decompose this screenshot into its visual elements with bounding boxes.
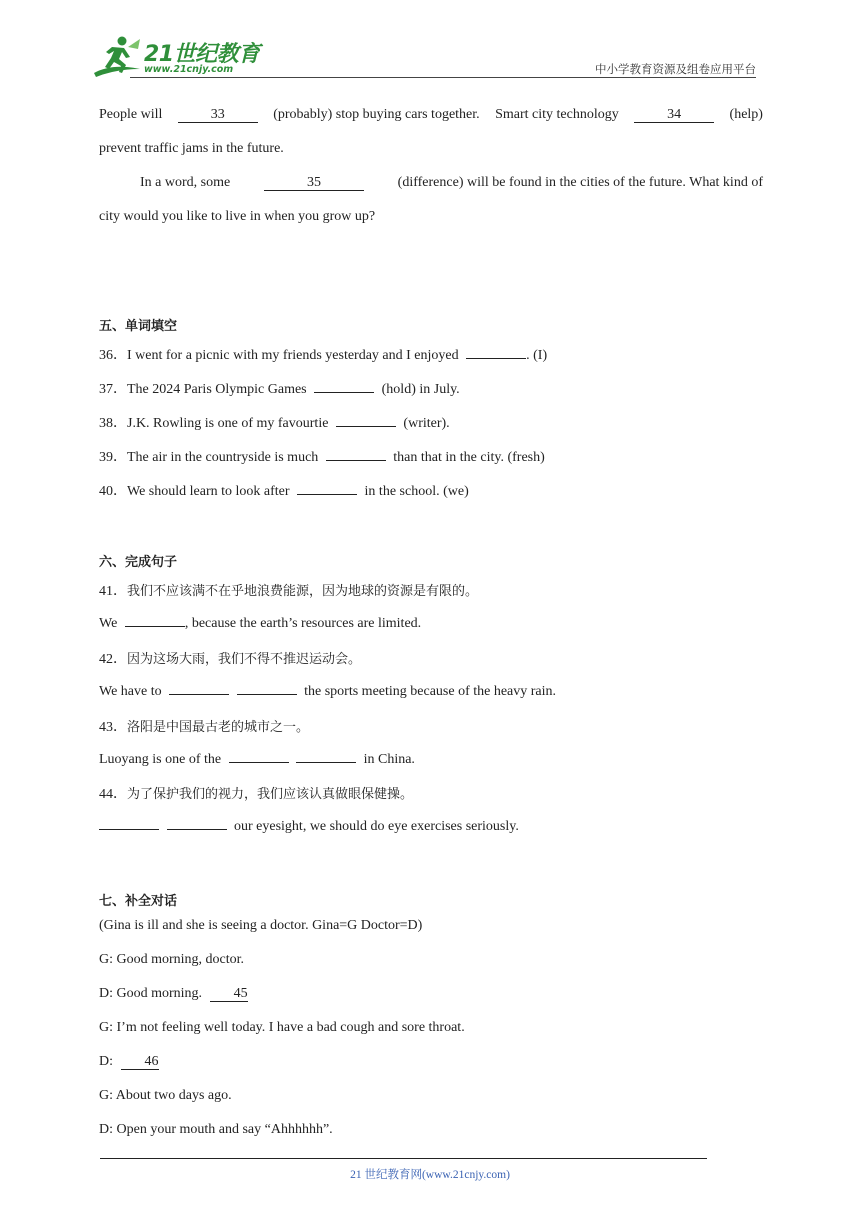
question-number: 43．: [99, 720, 127, 735]
question-text: I went for a picnic with my friends yesterday and I enjoyed: [127, 348, 459, 363]
footer-link[interactable]: 21 世纪教育网(www.21cnjy.com): [350, 1169, 510, 1181]
sentence-text: in China.: [363, 752, 415, 767]
answer-blank[interactable]: [169, 682, 229, 695]
logo-url: www.21cnjy.com: [144, 64, 234, 75]
blank-46[interactable]: 46: [121, 1054, 159, 1070]
question-text: J.K. Rowling is one of my favourtie: [127, 416, 329, 431]
chinese-prompt: 为了保护我们的视力，我们应该认真做眼保健操。: [127, 787, 414, 802]
question-number: 40．: [99, 484, 127, 499]
answer-blank[interactable]: [296, 750, 356, 763]
passage-text: People will: [99, 107, 163, 122]
question-37: [99, 378, 460, 398]
passage-line-3: [140, 175, 763, 191]
question-hint: (hold) in July.: [381, 382, 460, 397]
sentence-text: We: [99, 616, 118, 631]
dialogue-line: G: Good morning, doctor.: [99, 952, 245, 967]
dialogue-text: D:: [99, 1054, 113, 1069]
dialogue-intro: (Gina is ill and she is seeing a doctor. Gina=G Doctor=D): [99, 918, 423, 933]
question-hint: . (I): [526, 348, 548, 363]
question-40: [99, 480, 469, 500]
question-41-cn: [99, 580, 478, 600]
sentence-text: Luoyang is one of the: [99, 752, 222, 767]
question-number: 42．: [99, 652, 127, 667]
passage-text: (difference) will be found in the cities of the future. What kind of: [397, 175, 763, 190]
dialogue-line: D: Open your mouth and say “Ahhhhhh”.: [99, 1122, 333, 1137]
question-hint: (writer).: [403, 416, 450, 431]
chinese-prompt: 我们不应该满不在乎地浪费能源，因为地球的资源是有限的。: [127, 584, 479, 599]
question-number: 36．: [99, 348, 127, 363]
question-hint: than that in the city. (fresh): [393, 450, 545, 465]
section-title-6: 六、完成句子: [99, 555, 178, 570]
answer-blank[interactable]: [167, 817, 227, 830]
question-42-en: [99, 682, 556, 700]
answer-blank[interactable]: [336, 414, 396, 427]
question-text: The 2024 Paris Olympic Games: [127, 382, 307, 397]
dialogue-text: D: Good morning.: [99, 986, 203, 1001]
sentence-text: , because the earth’s resources are limited.: [184, 616, 422, 631]
question-number: 41．: [99, 584, 127, 599]
question-36: [99, 344, 547, 364]
question-text: We should learn to look after: [127, 484, 290, 499]
answer-blank[interactable]: [125, 614, 185, 627]
passage-line-2: prevent traffic jams in the future.: [99, 141, 284, 156]
question-number: 38．: [99, 416, 127, 431]
dialogue-line: [99, 1054, 159, 1070]
question-number: 39．: [99, 450, 127, 465]
passage-text: (probably) stop buying cars together.: [273, 107, 480, 122]
answer-blank[interactable]: [314, 380, 374, 393]
sentence-text: our eyesight, we should do eye exercises seriously.: [234, 819, 519, 834]
passage-text: Smart city technology: [495, 107, 619, 122]
answer-blank[interactable]: [466, 346, 526, 359]
answer-blank[interactable]: [237, 682, 297, 695]
blank-35[interactable]: 35: [264, 175, 364, 191]
question-43-cn: [99, 716, 309, 736]
passage-text: In a word, some: [140, 175, 231, 190]
running-man-icon: [92, 33, 144, 81]
question-38: [99, 412, 450, 432]
passage-line-1: [99, 107, 763, 123]
sentence-text: the sports meeting because of the heavy rain.: [304, 684, 557, 699]
chinese-prompt: 洛阳是中国最古老的城市之一。: [127, 720, 310, 735]
blank-45[interactable]: 45: [210, 986, 248, 1002]
answer-blank[interactable]: [229, 750, 289, 763]
passage-line-4: city would you like to live in when you grow up?: [99, 209, 376, 224]
sentence-text: We have to: [99, 684, 162, 699]
question-41-en: [99, 614, 421, 632]
dialogue-line: G: About two days ago.: [99, 1088, 232, 1103]
blank-33[interactable]: 33: [178, 107, 258, 123]
answer-blank[interactable]: [297, 482, 357, 495]
answer-blank[interactable]: [326, 448, 386, 461]
site-logo: [92, 33, 267, 81]
question-42-cn: [99, 648, 361, 668]
question-text: The air in the countryside is much: [127, 450, 319, 465]
footer-divider: [100, 1158, 707, 1159]
answer-blank[interactable]: [99, 817, 159, 830]
header-platform-text: 中小学教育资源及组卷应用平台: [595, 62, 756, 76]
dialogue-line: G: I’m not feeling well today. I have a bad cough and sore throat.: [99, 1020, 465, 1035]
question-hint: in the school. (we): [364, 484, 469, 499]
section-title-5: 五、单词填空: [99, 319, 178, 334]
passage-text: (help): [729, 107, 763, 122]
question-number: 44．: [99, 787, 127, 802]
question-44-en: [99, 817, 519, 835]
blank-34[interactable]: 34: [634, 107, 714, 123]
question-44-cn: [99, 783, 413, 803]
dialogue-line: [99, 986, 248, 1002]
header-divider: [130, 77, 756, 78]
logo-text: 21世纪教育: [144, 42, 260, 67]
section-title-7: 七、补全对话: [99, 894, 178, 909]
question-number: 37．: [99, 382, 127, 397]
question-43-en: [99, 750, 415, 768]
question-39: [99, 446, 545, 466]
chinese-prompt: 因为这场大雨，我们不得不推迟运动会。: [127, 652, 362, 667]
